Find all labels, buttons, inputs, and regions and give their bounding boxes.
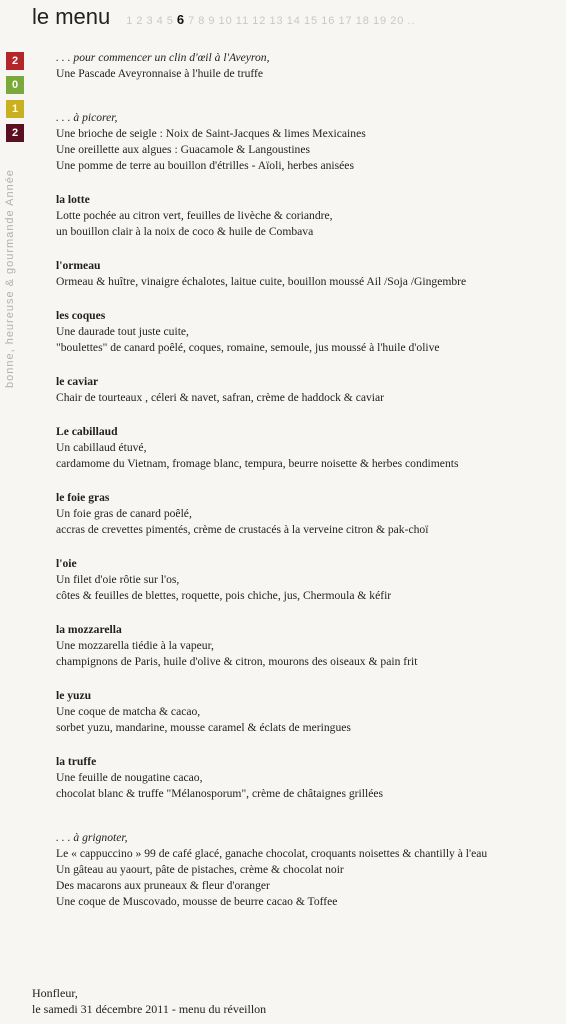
footer-date: le samedi 31 décembre 2011 - menu du réveillon [32, 1002, 267, 1016]
year-digit: 2 [6, 124, 24, 142]
menu-footer [32, 985, 266, 1017]
year-digit: 0 [6, 76, 24, 94]
menu-body [56, 50, 562, 928]
page-number: 10 [218, 15, 233, 27]
dish-line: un bouillon clair à la noix de coco & huile de Combava [56, 225, 314, 238]
page-number: 8 [198, 15, 206, 27]
section-title: l'ormeau [56, 259, 101, 272]
dish-line: Une pomme de terre au bouillon d'étrilles - Aïoli, herbes anisées [56, 159, 354, 172]
section-title: le caviar [56, 375, 99, 388]
menu-section [56, 110, 562, 174]
page-number: 12 [252, 15, 267, 27]
footer-place: Honfleur, [32, 986, 78, 1000]
page-number: 19 [372, 15, 388, 27]
dish-line: Une daurade tout juste cuite, [56, 325, 189, 338]
section-title: l'oie [56, 557, 77, 570]
vertical-greeting: bonne, heureuse & gourmande Année [4, 169, 16, 388]
dish-line: Ormeau & huître, vinaigre échalotes, laitue cuite, bouillon moussé Ail /Soja /Gingembre [56, 275, 467, 288]
dish-line: Un filet d'oie rôtie sur l'os, [56, 573, 180, 586]
page-number: 6 [176, 12, 186, 27]
dish-line: Une feuille de nougatine cacao, [56, 771, 203, 784]
section-title: la truffe [56, 755, 97, 768]
page-number: 16 [321, 15, 336, 27]
page-number: 11 [235, 15, 250, 27]
page-number-strip [126, 12, 418, 27]
menu-section [56, 50, 562, 82]
section-intro: . . . pour commencer un clin d'œil à l'Aveyron, [56, 51, 270, 64]
year-digit: 2 [6, 52, 24, 70]
dish-line: accras de crevettes pimentés, crème de crustacés à la verveine citron & pak-choï [56, 523, 429, 536]
dish-line: chocolat blanc & truffe "Mélanosporum", crème de châtaignes grillées [56, 787, 383, 800]
section-title: la mozzarella [56, 623, 122, 636]
dish-line: cardamome du Vietnam, fromage blanc, tempura, beurre noisette & herbes condiments [56, 457, 459, 470]
menu-section [56, 374, 562, 406]
page-number: 2 [136, 15, 144, 27]
menu-section [56, 308, 562, 356]
page-number: 20 [390, 15, 405, 27]
dish-line: Un foie gras de canard poêlé, [56, 507, 192, 520]
dish-line: Une brioche de seigle : Noix de Saint-Jacques & limes Mexicaines [56, 127, 366, 140]
menu-section [56, 556, 562, 604]
section-title: Le cabillaud [56, 425, 118, 438]
dish-line: Un cabillaud étuvé, [56, 441, 147, 454]
page-number: 15 [303, 15, 319, 27]
dish-line: Un gâteau au yaourt, pâte de pistaches, crème & chocolat noir [56, 863, 344, 876]
page-number: 5 [166, 15, 174, 27]
dish-line: Le « cappuccino » 99 de café glacé, ganache chocolat, croquants noisettes & chantilly à l'eau [56, 847, 488, 860]
section-title: les coques [56, 309, 106, 322]
menu-section [56, 258, 562, 290]
menu-section [56, 192, 562, 240]
page-number: .. [407, 15, 416, 27]
menu-header [32, 4, 419, 32]
menu-section [56, 688, 562, 736]
page-number: 17 [338, 15, 353, 27]
page-title: le menu [32, 4, 111, 29]
page-number: 4 [156, 15, 164, 27]
dish-line: Une oreillette aux algues : Guacamole & Langoustines [56, 143, 311, 156]
page-number: 18 [355, 15, 370, 27]
section-title: le yuzu [56, 689, 92, 702]
menu-section [56, 424, 562, 472]
page-number: 9 [208, 15, 216, 27]
section-title: la lotte [56, 193, 90, 206]
dish-line: "boulettes" de canard poêlé, coques, romaine, semoule, jus moussé à l'huile d'olive [56, 341, 440, 354]
page-number: 14 [286, 15, 301, 27]
year-badge [6, 52, 24, 148]
menu-section [56, 754, 562, 802]
dish-line: champignons de Paris, huile d'olive & citron, mourons des oiseaux & pain frit [56, 655, 418, 668]
dish-line: Une coque de Muscovado, mousse de beurre cacao & Toffee [56, 895, 338, 908]
dish-line: Des macarons aux pruneaux & fleur d'oranger [56, 879, 270, 892]
menu-section [56, 490, 562, 538]
dish-line: Lotte pochée au citron vert, feuilles de livèche & coriandre, [56, 209, 333, 222]
dish-line: Une mozzarella tiédie à la vapeur, [56, 639, 214, 652]
dish-line: Une coque de matcha & cacao, [56, 705, 201, 718]
dish-line: Chair de tourteaux , céleri & navet, safran, crème de haddock & caviar [56, 391, 385, 404]
year-digit: 1 [6, 100, 24, 118]
section-intro: . . . à picorer, [56, 111, 118, 124]
page-number: 3 [146, 15, 154, 27]
menu-section [56, 830, 562, 910]
dish-line: côtes & feuilles de blettes, roquette, pois chiche, jus, Chermoula & kéfir [56, 589, 392, 602]
page-number: 13 [269, 15, 284, 27]
page-number: 7 [188, 15, 196, 27]
dish-line: sorbet yuzu, mandarine, mousse caramel & éclats de meringues [56, 721, 351, 734]
menu-section [56, 622, 562, 670]
dish-line: Une Pascade Aveyronnaise à l'huile de truffe [56, 67, 264, 80]
section-intro: . . . à grignoter, [56, 831, 128, 844]
page-number: 1 [126, 15, 134, 27]
section-title: le foie gras [56, 491, 110, 504]
